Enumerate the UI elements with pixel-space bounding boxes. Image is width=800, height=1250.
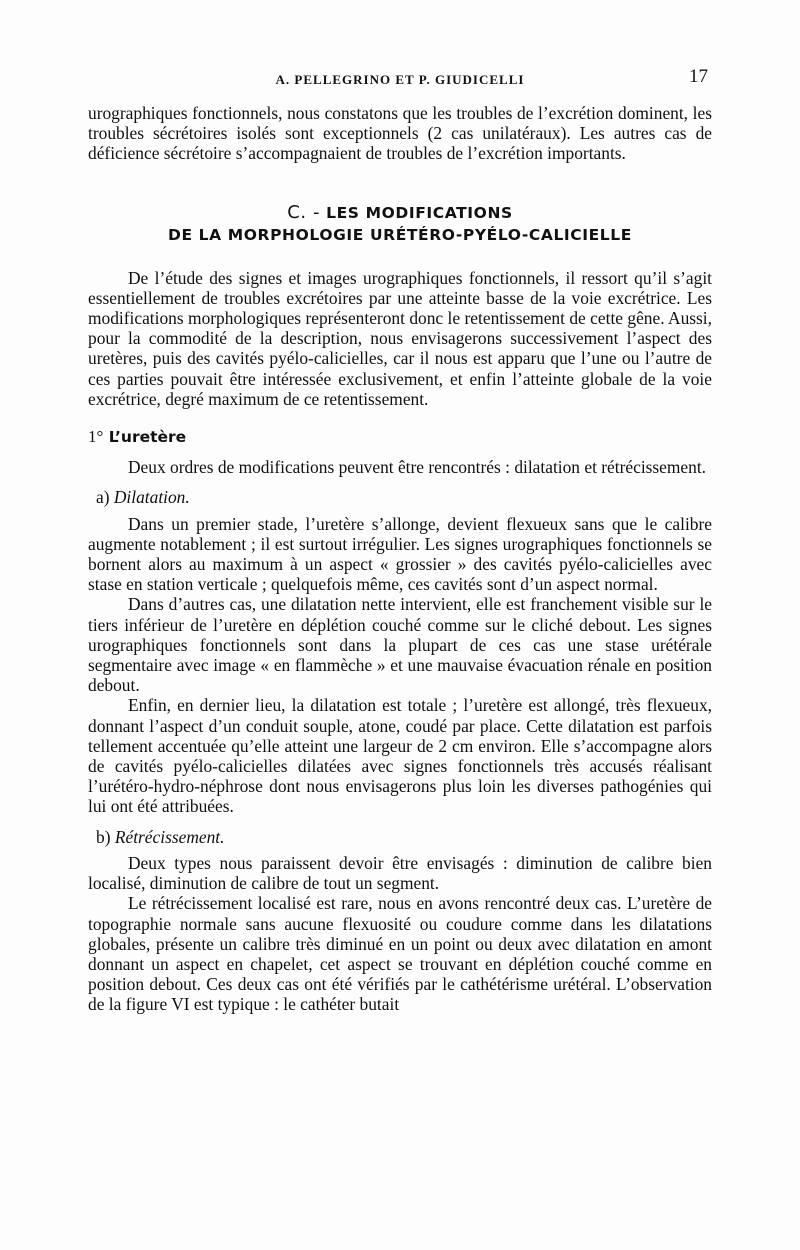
paragraph-dilatation-2: Dans d’autres cas, une dilatation nette intervient, elle est franchement visible sur le tiers inférieur de l’uretère en déplétion couché comme sur le cliché debout. Les signes urographiques fonctionnels sont dans la plupart de ces cas une stase urétérale segmentaire avec image « en flammèche » et une mauvaise évacuation rénale en position debout. <box>88 594 712 696</box>
section-title-line2: DE LA MORPHOLOGIE URÉTÉRO-PYÉLO-CALICIELLE <box>168 225 632 244</box>
body-text <box>88 103 712 1015</box>
section-heading-c <box>88 202 712 246</box>
subheading-uretere <box>88 427 712 447</box>
subheading-title: Dilatation. <box>113 487 190 508</box>
page-number: 17 <box>689 66 708 87</box>
paragraph-retrecissement-2: Le rétrécissement localisé est rare, nous en avons rencontré deux cas. L’uretère de topographie normale sans aucune flexuosité ou coudure comme dans les dilatations globales, présente un calibre très diminué en un point ou deux avec dilatation en amont donnant un aspect en chapelet, cet aspect se trouvant en déplétion couché comme en position debout. Ces deux cas ont été vérifiés par le cathétérisme urétéral. L’observation de la figure VI est typique : le cathéter butait <box>88 893 712 1015</box>
section-letter: C. - <box>287 201 321 223</box>
running-head: A. PELLEGRINO ET P. GIUDICELLI <box>275 72 525 87</box>
subheading-title: Rétrécissement. <box>114 826 225 847</box>
paragraph-retrecissement-1: Deux types nous paraissent devoir être envisagés : diminution de calibre bien localisé, diminution de calibre de tout un segment. <box>88 852 712 894</box>
paragraph-intro: De l’étude des signes et images urographiques fonctionnels, il ressort qu’il s’agit essentiellement de troubles excrétoires par une atteinte basse de la voie excrétrice. Les modifications morphologiques représenteront donc le retentissement de cette gêne. Aussi, pour la commodité de la description, nous envisagerons successivement l’aspect des uretères, puis des cavités pyélo-calicielles, car il nous est apparu que l’une ou l’autre de ces parties pouvait être intéressée exclusivement, et enfin l’atteinte globale de la voie excrétrice, degré maximum de ce retentissement. <box>88 267 712 409</box>
paragraph-deux-ordres: Deux ordres de modifications peuvent être rencontrés : dilatation et rétrécissement. <box>128 457 707 478</box>
subheading-dilatation <box>96 487 712 507</box>
paragraph-continued: urographiques fonctionnels, nous constatons que les troubles de l’excrétion dominent, les troubles sécrétoires isolés sont exceptionnels (2 cas unilatéraux). Les autres cas de déficience sécrétoire s’accompagnaient de troubles de l’excrétion importants. <box>88 103 712 164</box>
subheading-label: a) <box>96 487 110 508</box>
section-title-line1: LES MODIFICATIONS <box>326 203 513 222</box>
paragraph-dilatation-3: Enfin, en dernier lieu, la dilatation est totale ; l’uretère est allongé, très flexueux, donnant l’aspect d’un conduit souple, atone, coudé par place. Cette dilatation est parfois tellement accentuée qu’elle atteint une largeur de 2 cm environ. Elle s’accompagne alors de cavités pyélo-calicielles dilatées avec signes fonctionnels très accusés réalisant l’urétéro-hydro-néphrose dont nous envisagerons plus loin les diverses pathogénies qui lui ont été attribuées. <box>88 695 712 817</box>
paragraph-dilatation-1: Dans un premier stade, l’uretère s’allonge, devient flexueux sans que le calibre augmente notablement ; il est surtout irrégulier. Les signes urographiques fonctionnels se bornent alors au maximum à un aspect « grossier » des cavités pyélo-calicielles avec stase en station verticale ; quelquefois même, ces cavités sont d’un aspect normal. <box>88 513 712 595</box>
subheading-label: b) <box>96 826 111 847</box>
subheading-number: 1° <box>88 427 104 447</box>
subheading-retrecissement <box>96 827 712 847</box>
page-header <box>88 66 712 92</box>
subheading-title: L’uretère <box>108 428 187 447</box>
